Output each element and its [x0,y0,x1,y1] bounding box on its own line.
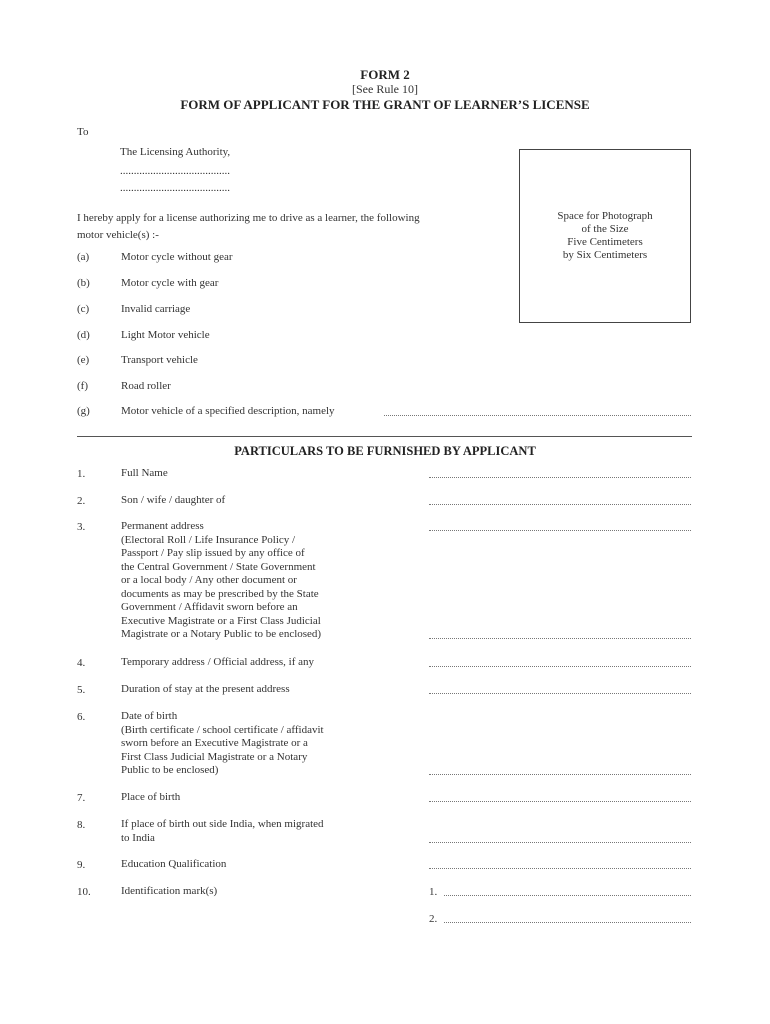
licensing-authority: The Licensing Authority, [120,146,231,158]
vehicle-item: Motor vehicle of a specified description, namely [121,405,335,417]
label-line: Government / Affidavit sworn before an [121,601,298,613]
label-line: (Electoral Roll / Life Insurance Policy / [121,533,296,546]
permanent-address-label [121,520,321,642]
item-number: 3. [77,521,86,533]
education-label: Education Qualification [121,858,227,870]
label-line: Date of birth [121,710,178,722]
intro-line-2: motor vehicle(s) :- [77,229,159,241]
item-number: 8. [77,819,86,831]
vehicle-item: Light Motor vehicle [121,329,210,341]
vehicle-item: Transport vehicle [121,354,198,366]
item-number: 1. [77,468,86,480]
vehicle-label: (a) [77,251,90,263]
item-label [121,885,217,899]
education-field[interactable] [429,868,691,869]
item-number: 7. [77,792,86,804]
label-line: the Central Government / State Government [121,560,316,573]
item-label [121,858,226,872]
vehicle-label: (b) [77,277,90,289]
address-line-1[interactable]: ........................................ [120,165,230,177]
label-line: Passport / Pay slip issued by any office of [121,547,305,559]
permanent-address-field-2[interactable] [429,638,691,639]
mark-1-number: 1. [429,886,438,898]
full-name-label: Full Name [121,467,168,479]
photo-box[interactable] [519,149,691,323]
permanent-address-field-1[interactable] [429,530,691,531]
vehicle-item: Invalid carriage [121,303,191,315]
relation-label: Son / wife / daughter of [121,494,226,506]
temporary-address-field[interactable] [429,666,691,667]
label-line: If place of birth out side India, when migrated [121,818,324,830]
section-divider [77,436,692,437]
item-number: 2. [77,495,86,507]
place-of-birth-field[interactable] [429,801,691,802]
item-label [121,494,225,508]
label-line: Public to be enclosed) [121,764,219,776]
vehicle-label: (c) [77,303,90,315]
item-number: 5. [77,684,86,696]
duration-label: Duration of stay at the present address [121,683,290,695]
vehicle-description-field[interactable] [384,415,691,416]
label-line: First Class Judicial Magistrate or a Notary [121,750,308,763]
label-line: (Birth certificate / school certificate / affidavit [121,723,324,736]
item-label [121,656,314,670]
label-line: documents as may be prescribed by the State [121,587,319,600]
rule-reference: [See Rule 10] [352,82,418,96]
photo-caption-1: Space for Photograph [557,210,653,222]
to-label: To [77,126,89,138]
form-number: FORM 2 [360,67,410,82]
temporary-address-label: Temporary address / Official address, if any [121,656,314,668]
date-of-birth-label [121,710,324,778]
vehicle-item: Motor cycle with gear [121,277,219,289]
date-of-birth-field[interactable] [429,774,691,775]
identification-mark-2-field[interactable] [444,922,691,923]
particulars-heading: PARTICULARS TO BE FURNISHED BY APPLICANT [234,444,536,458]
vehicle-label: (d) [77,329,90,341]
vehicle-item: Road roller [121,380,171,392]
item-number: 6. [77,711,86,723]
label-line: sworn before an Executive Magistrate or a [121,737,308,749]
vehicle-item: Motor cycle without gear [121,251,233,263]
intro-line-1: I hereby apply for a license authorizing me to drive as a learner, the following [77,212,420,224]
item-number: 4. [77,657,86,669]
photo-caption-3: Five Centimeters [567,236,643,248]
item-number: 10. [77,886,91,898]
vehicle-label: (g) [77,405,90,417]
label-line: Executive Magistrate or a First Class Judicial [121,614,321,627]
identification-mark-1-field[interactable] [444,895,691,896]
address-line-2[interactable]: ........................................ [120,182,230,194]
item-number: 9. [77,859,86,871]
migration-field[interactable] [429,842,691,843]
photo-caption-4: by Six Centimeters [562,249,648,261]
label-line: Permanent address [121,520,204,532]
migration-label [121,818,324,845]
full-name-field[interactable] [429,477,691,478]
item-label [121,683,290,697]
relation-field[interactable] [429,504,691,505]
item-label [121,467,168,481]
vehicle-label: (e) [77,354,90,366]
label-line: to India [121,831,155,844]
label-line: or a local body / Any other document or [121,574,297,586]
form-title: FORM OF APPLICANT FOR THE GRANT OF LEARNER’S LICENSE [180,97,590,112]
identification-label: Identification mark(s) [121,885,218,897]
place-of-birth-label: Place of birth [121,791,181,803]
mark-2-number: 2. [429,913,438,925]
item-label [121,791,180,805]
label-line: Magistrate or a Notary Public to be enclosed) [121,628,322,640]
duration-field[interactable] [429,693,691,694]
photo-caption-2: of the Size [581,223,629,235]
vehicle-label: (f) [77,380,88,392]
